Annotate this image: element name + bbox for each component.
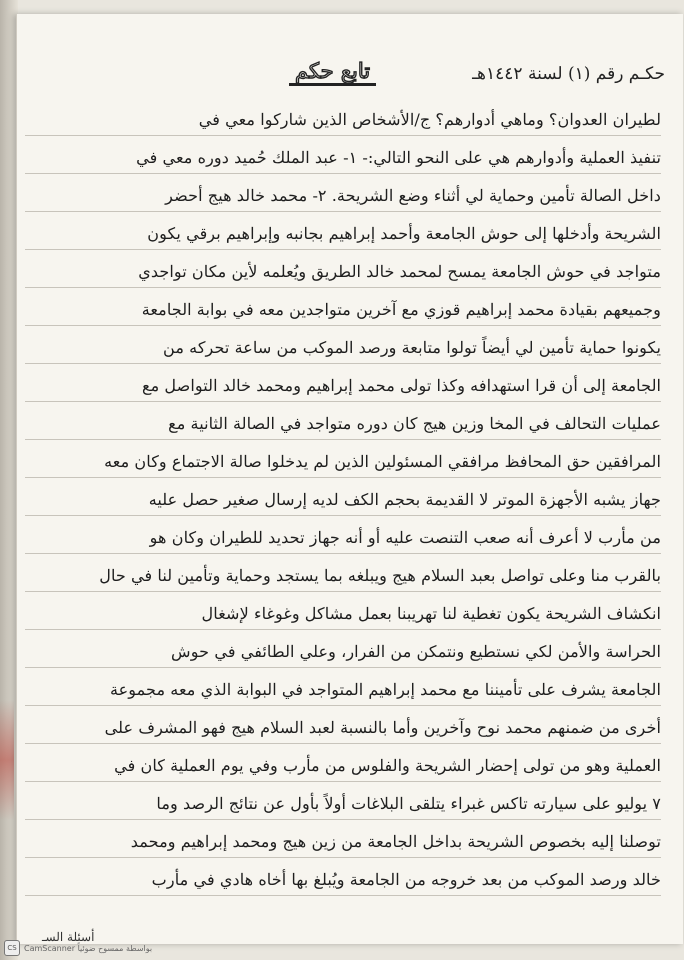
scanner-label: CamScanner بواسطة ممسوح ضوئياً <box>24 943 153 953</box>
text-line: من مأرب لا أعرف أنه صعب التنصت عليه أو أنه جهاز تحديد للطيران وكان هو <box>25 520 661 556</box>
text-line: لطيران العدوان؟ وماهي أدوارهم؟ ج/الأشخاص الذين شاركوا معي في <box>25 102 661 138</box>
text-line: توصلنا إليه بخصوص الشريحة بداخل الجامعة من زين هيج ومحمد إبراهيم ومحمد <box>25 824 661 860</box>
text-line: عمليات التحالف في المخا وزين هيج كان دوره متواجد في الصالة الثانية مع <box>25 406 661 442</box>
document-page <box>16 14 683 944</box>
continuation-title: تابع حكم <box>289 58 376 86</box>
text-line: متواجد في حوش الجامعة يمسح لمحمد خالد الطريق ويُعلمه لأين مكان تواجدي <box>25 254 661 290</box>
scanner-watermark <box>4 940 152 956</box>
text-line: انكشاف الشريحة يكون تغطية لنا تهريبنا بعمل مشاكل وغوغاء لإشغال <box>25 596 661 632</box>
text-line: المرافقين حق المحافظ مرافقي المسئولين الذين لم يدخلوا صالة الاجتماع وكان معه <box>25 444 661 480</box>
ruling-number: حكـم رقم (١) لسنة ١٤٤٢هـ <box>472 64 665 84</box>
continuation-footer: أسئلة السـ <box>42 930 95 944</box>
text-line: الشريحة وأدخلها إلى حوش الجامعة وأحمد إبراهيم بجانبه وإبراهيم برقي يكون <box>25 216 661 252</box>
text-line: العملية وهو من تولى إحضار الشريحة والفلوس من مأرب وفي يوم العملية كان في <box>25 748 661 784</box>
text-line: تنفيذ العملية وأدوارهم هي على النحو التالي:- ١- عبد الملك حُميد دوره معي في <box>25 140 661 176</box>
text-line: الجامعة يشرف على تأميننا مع محمد إبراهيم المتواجد في البوابة الذي معه مجموعة <box>25 672 661 708</box>
text-line: بالقرب منا وعلى تواصل بعبد السلام هيج ويبلغه بما يستجد وحماية وتأمين لنا في حال <box>25 558 661 594</box>
text-line: أخرى من ضمنهم محمد نوح وآخرين وأما بالنسبة لعبد السلام هيج فهو المشرف على <box>25 710 661 746</box>
text-line: جهاز يشبه الأجهزة الموتر لا القديمة بحجم الكف لديه إرسال صغير حصل عليه <box>25 482 661 518</box>
text-line: خالد ورصد الموكب من بعد خروجه من الجامعة ويُبلغ بها أخاه هادي في مأرب <box>25 862 661 898</box>
text-line: يكونوا حماية تأمين لي أيضاً تولوا متابعة ورصد الموكب من ساعة تحركه من <box>25 330 661 366</box>
text-line: الجامعة إلى أن قرا استهدافه وكذا تولى محمد إبراهيم ومحمد خالد التواصل مع <box>25 368 661 404</box>
camscanner-icon: CS <box>4 940 20 956</box>
text-line: داخل الصالة تأمين وحماية لي أثناء وضع الشريحة. ٢- محمد خالد هيج أحضر <box>25 178 661 214</box>
text-line: الحراسة والأمن لكي نستطيع ونتمكن من الفرار، وعلي الطائفي في حوش <box>25 634 661 670</box>
text-line: ٧ يوليو على سيارته تاكس غبراء يتلقى البلاغات أولاً بأول عن نتائج الرصد وما <box>25 786 661 822</box>
text-line: وجميعهم بقيادة محمد إبراهيم قوزي مع آخرين متواجدين معه في بوابة الجامعة <box>25 292 661 328</box>
page-header <box>17 58 683 98</box>
